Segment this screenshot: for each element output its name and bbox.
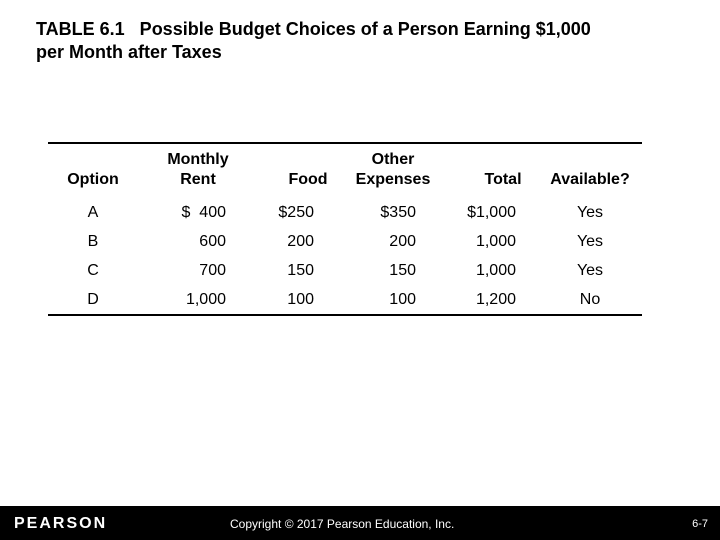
cell-food: 100 [287, 291, 314, 308]
cell-available: Yes [576, 262, 604, 279]
cell-available: No [579, 291, 601, 308]
footer-bar [0, 506, 720, 540]
cell-total: 1,000 [475, 233, 516, 250]
header-monthly-rent: Monthly Rent [167, 151, 229, 188]
table-row [48, 285, 642, 315]
table-row [48, 198, 642, 227]
table-header-row [48, 143, 642, 198]
cell-option: C [87, 262, 99, 279]
header-total: Total [484, 171, 522, 188]
budget-choices-table [48, 142, 642, 316]
cell-other-expenses: $350 [380, 204, 416, 221]
cell-food: 150 [287, 262, 314, 279]
table-row [48, 227, 642, 256]
table-row [48, 256, 642, 285]
table-title: TABLE 6.1 Possible Budget Choices of a Person Earning $1,000 per Month after Taxes [36, 19, 591, 62]
cell-option: B [87, 233, 99, 250]
cell-rent: $ 400 [181, 204, 226, 221]
header-available: Available? [550, 171, 630, 188]
cell-rent: 600 [199, 233, 226, 250]
cell-total: $1,000 [467, 204, 516, 221]
cell-option: A [87, 204, 99, 221]
header-other-expenses: Other Expenses [355, 151, 431, 188]
cell-food: $250 [278, 204, 314, 221]
cell-available: Yes [576, 204, 604, 221]
pearson-logo: PEARSON [14, 515, 108, 532]
cell-available: Yes [576, 233, 604, 250]
cell-other-expenses: 100 [389, 291, 416, 308]
cell-option: D [87, 291, 99, 308]
cell-other-expenses: 200 [389, 233, 416, 250]
header-option: Option [67, 171, 119, 188]
cell-food: 200 [287, 233, 314, 250]
copyright-notice: Copyright © 2017 Pearson Education, Inc. [230, 517, 455, 531]
budget-table [48, 142, 642, 316]
cell-total: 1,200 [475, 291, 516, 308]
cell-rent: 1,000 [185, 291, 226, 308]
cell-total: 1,000 [475, 262, 516, 279]
page-number: 6-7 [692, 518, 708, 530]
cell-rent: 700 [199, 262, 226, 279]
cell-other-expenses: 150 [389, 262, 416, 279]
header-food: Food [288, 171, 328, 188]
